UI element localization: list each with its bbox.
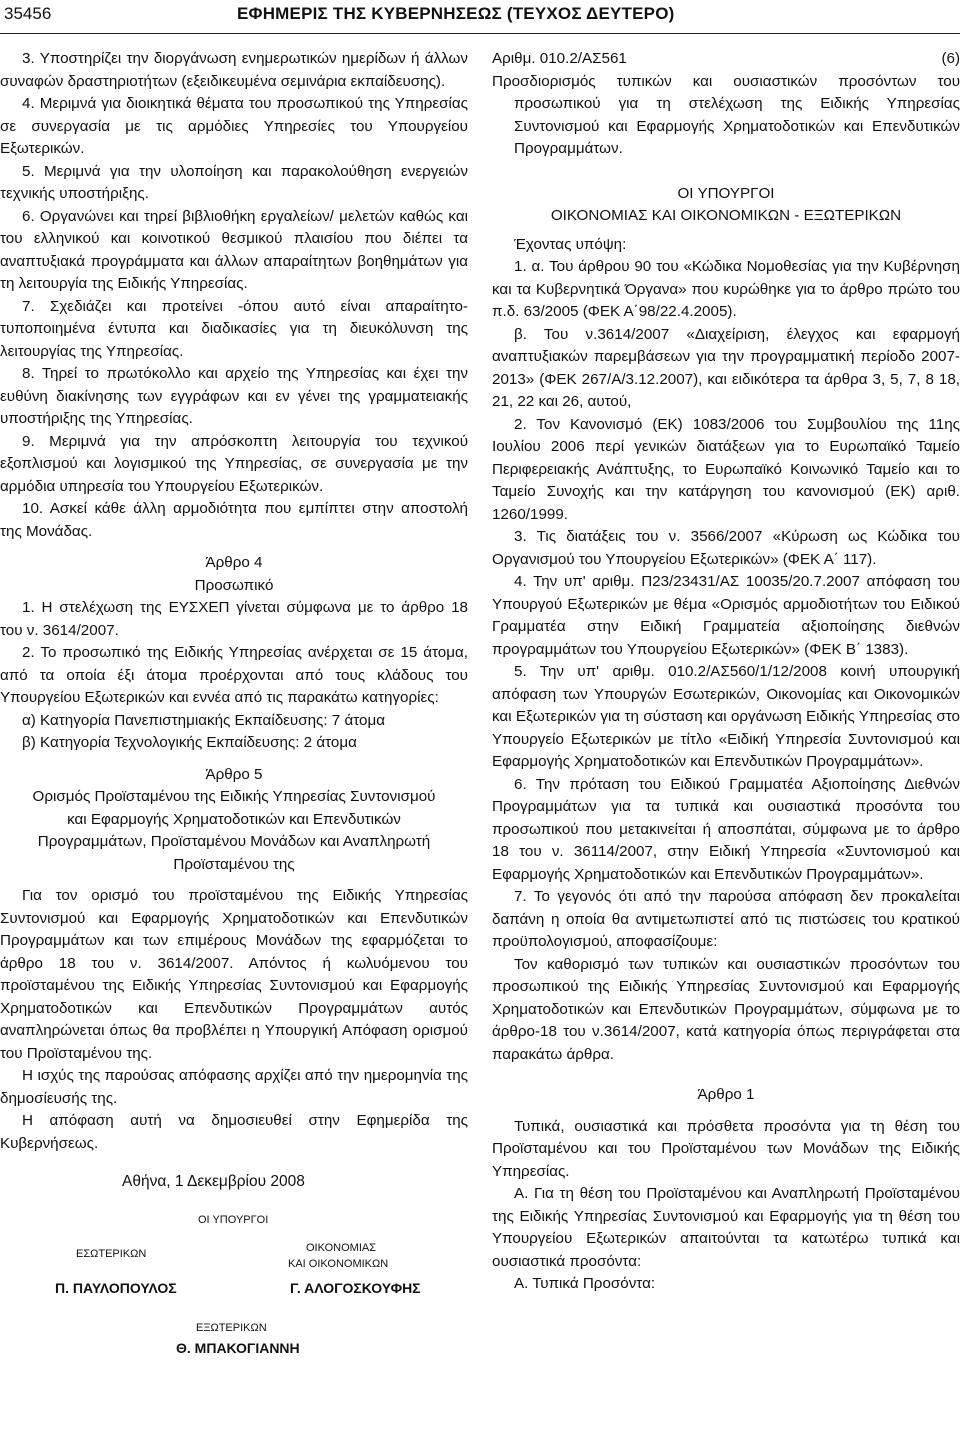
list-item: β) Κατηγορία Τεχνολογικής Εκπαίδευσης: 2 άτομα [22,734,357,751]
list-item: 3. Υποστηρίζει την διοργάνωση ενημερωτικών ημερίδων ή άλλων συναφών δραστηριοτήτων (εξειδικευμένα σεμινάρια εκπαίδευσης). [0,50,468,90]
list-item: α) Κατηγορία Πανεπιστημιακής Εκπαίδευσης: 7 άτομα [22,711,386,729]
list-item: Α. Για τη θέση του Προϊσταμένου και Αναπληρωτή Προϊσταμένου της Ειδικής Υπηρεσίας Συντονισμού και Εφαρμογής για τη θέση του Υπουργείου Εξωτερικών απαιτούνται τα κατωτέρω τυπικά και ουσιαστικά προσόντα: [492,1185,960,1270]
decision-subject: Προσδιορισμός τυπικών και ουσιαστικών προσόντων του προσωπικού για τη στελέχωση της Ειδικής Υπηρεσίας Συντονισμού και Εφαρμογής Χρηματοδοτικών και Επενδυτικών Προγραμμάτων. [492,72,960,157]
signing-date: Αθήνα, 1 Δεκεμβρίου 2008 [122,1173,305,1190]
list-item: β. Του ν.3614/2007 «Διαχείριση, έλεγχος και εφαρμογή αναπτυξιακών παρεμβάσεων για την προγραμματική περίοδο 2007-2013» (ΦΕΚ 267/Α/3.12.2007), και ειδικότερα τα άρθρα 3, 5, 7, 8 18, 21, 22 και 26, αυτού, [492,325,960,410]
list-item: Τον καθορισμό των τυπικών και ουσιαστικών προσόντων του προσωπικού της Ειδικής Υπηρεσίας Συντονισμού και Εφαρμογής Χρηματοδοτικών και Επενδυτικών Προγραμμάτων, σύμφωνα με το άρθρο-18 του ν.3614/2007, κατά κατηγορία όπως περιγράφεται στα παρακάτω άρθρα. [492,955,960,1063]
list-item: 2. Το προσωπικό της Ειδικής Υπηρεσίας ανέρχεται σε 15 άτομα, από τα οποία έξι άτομα προέρχονται από τους κλάδους του Υπουργείου Εξωτερικών και εννέα από τις παρακάτω κατηγορίες: [0,644,468,706]
list-item: Τυπικά, ουσιαστικά και πρόσθετα προσόντα για τη θέση του Προϊσταμένου και του Προϊσταμένου των Μονάδων της Ειδικής Υπηρεσίας. [492,1117,960,1180]
minister-2-role-line-2: ΚΑΙ ΟΙΚΟΝΟΜΙΚΩΝ [288,1258,389,1270]
minister-2-name: Γ. ΑΛΟΓΟΣΚΟΥΦΗΣ [290,1280,421,1296]
article-4-subtitle: Προσωπικό [194,576,274,594]
list-item: 4. Μεριμνά για διοικητικά θέματα του προσωπικού της Υπηρεσίας σε συνεργασία με τις αρμόδιες Υπηρεσίες του Υπουργείου Εξωτερικών. [0,95,468,157]
gazette-title: ΕΦΗΜΕΡΙΣ ΤΗΣ ΚΥΒΕΡΝΗΣΕΩΣ (ΤΕΥΧΟΣ ΔΕΥΤΕΡΟ) [237,4,675,23]
list-item: Η ισχύς της παρούσας απόφασης αρχίζει από την ημερομηνία της δημοσίευσής της. [0,1067,468,1107]
list-item: 8. Τηρεί το πρωτόκολλο και αρχείο της Υπηρεσίας και έχει την ευθύνη διακίνησης των εγγράφων και εν γένει της γραμματειακής υποστήριξης της Υπηρεσίας. [0,365,468,427]
article-5-title: Άρθρο 5 [205,765,263,783]
minister-2-role: ΟΙΚΟΝΟΜΙΑΣ [306,1242,377,1254]
list-item: 1. α. Του άρθρου 90 του «Κώδικα Νομοθεσίας για την Κυβέρνηση και τα Κυβερνητικά Όργανα» που κυρώθηκε για το άρθρο πρώτο του π.δ. 63/2005 (ΦΕΚ Α΄98/22.4.2005). [492,258,960,320]
ministers-label: ΟΙ ΥΠΟΥΡΓΟΙ [198,1214,269,1226]
decision-number: Αριθμ. 010.2/ΑΣ561 [492,50,627,67]
list-item: 5. Μεριμνά για την υλοποίηση και παρακολούθηση ενεργειών τεχνικής υποστήριξης. [0,162,468,202]
article-4-title: Άρθρο 4 [205,554,263,571]
list-item: 2. Τον Κανονισμό (ΕΚ) 1083/2006 του Συμβουλίου της 11ης Ιουλίου 2006 περί γενικών διατάξεων για το Ευρωπαϊκό Ταμείο Περιφερειακής Ανάπτυξης, το Ευρωπαϊκό Κοινωνικό Ταμείο και το Ταμείο Συνοχής και την κατάργηση του κανονισμού (ΕΚ) αριθ. 1260/1999. [492,415,960,523]
list-item: 7. Σχεδιάζει και προτείνει -όπου αυτό είναι απαραίτητο- τυποποιημένα έντυπα και διαδικασίες για τη διευκόλυνση της λειτουργίας της Υπηρεσίας. [0,297,468,360]
list-item: 5. Την υπ' αριθμ. 010.2/ΑΣ560/1/12/2008 κοινή υπουργική απόφαση των Υπουργών Εσωτερικών, Οικονομίας και Οικονομικών και Εξωτερικών για τη σύσταση και οργάνωση Ειδικής Υπηρεσίας στο Υπουργείο Εξωτερικών με τίτλο «Ειδική Υπηρεσία Συντονισμού και Εφαρμογής Χρηματοδοτικών και Επενδυτικών Προγραμμάτων». [492,663,960,770]
ministers-subtitle: ΟΙΚΟΝΟΜΙΑΣ ΚΑΙ ΟΙΚΟΝΟΜΙΚΩΝ - ΕΞΩΤΕΡΙΚΩΝ [550,207,902,224]
article-5-subtitle: Ορισμός Προϊσταμένου της Ειδικής Υπηρεσίας Συντονισμού και Εφαρμογής Χρηματοδοτικών και Επενδυτικών Προγραμμάτων, Προϊσταμένου Μονάδων και Αναπληρωτή Προϊσταμένου της [32,788,436,873]
header-rule [0,33,960,34]
list-item: 6. Την πρόταση του Ειδικού Γραμματέα Αξιοποίησης Διεθνών Προγραμμάτων για τα τυπικά και ουσιαστικά προσόντα του προσωπικού που μετακινείται ή αποσπάται, σύμφωνα με το άρθρο 18 του ν. 36114/2007, στην Ειδική Υπηρεσία «Συντονισμού και Εφαρμογής Χρηματοδοτικών και Επενδυτικών Προγραμμάτων». [492,775,960,883]
decision-ref: (6) [941,50,960,67]
list-item: Για τον ορισμό του προϊσταμένου της Ειδικής Υπηρεσίας Συντονισμού και Εφαρμογής Χρηματοδοτικών και Επενδυτικών Προγραμμάτων και των επιμέρους Μονάδων της εφαρμόζεται το άρθρο 18 του ν. 3614/2007. Απόντος ή κωλυόμενου του προϊσταμένου της Ειδικής Υπηρεσίας Συντονισμού και Εφαρμογής Χρηματοδοτικών και Επενδυτικών Προγραμμάτων αυτός αναπληρώνεται όπως θα προβλέπει η Υπουργική Απόφαση ορισμού του Προϊσταμένου της. [0,887,468,1062]
decision-header [492,48,960,71]
list-item: 9. Μεριμνά για την απρόσκοπτη λειτουργία του τεχνικού εξοπλισμού και λογισμικού της Υπηρεσίας, σε συνεργασία με την αρμόδια υπηρεσία του Υπουργείου Εξωτερικών. [0,432,468,495]
right-column [492,48,960,1296]
having-regard: Έχοντας υπόψη: [514,235,627,253]
list-item: Α. Τυπικά Προσόντα: [514,1275,656,1292]
minister-1-role: ΕΣΩΤΕΡΙΚΩΝ [76,1248,147,1260]
minister-3-role: ΕΞΩΤΕΡΙΚΩΝ [196,1322,267,1334]
article-1-title: Άρθρο 1 [697,1086,755,1103]
list-item: Η απόφαση αυτή να δημοσιευθεί στην Εφημερίδα της Κυβερνήσεως. [0,1112,468,1152]
minister-1-name: Π. ΠΑΥΛΟΠΟΥΛΟΣ [55,1280,177,1296]
list-item: 7. Το γεγονός ότι από την παρούσα απόφαση δεν προκαλείται δαπάνη η οποία θα αντιμετωπιστεί από τις πιστώσεις του κρατικού προϋπολογισμού, αποφασίζουμε: [492,888,960,950]
page-number: 35456 [4,4,52,23]
list-item: 3. Τις διατάξεις του ν. 3566/2007 «Κύρωση ως Κώδικα του Οργανισμού του Υπουργείου Εξωτερικών» (ΦΕΚ Α΄ 117). [492,528,960,568]
ministers-title: ΟΙ ΥΠΟΥΡΓΟΙ [677,184,775,202]
signature-block [0,1159,468,1359]
list-item: 1. Η στελέχωση της ΕΥΣΧΕΠ γίνεται σύμφωνα με το άρθρο 18 του ν. 3614/2007. [0,599,468,639]
list-item: 6. Οργανώνει και τηρεί βιβλιοθήκη εργαλείων/ μελετών καθώς και του ελληνικού και κοινοτικού θεσμικού πλαισίου που διέπει τα αναπτυξιακά προγράμματα και άλλων απαραίτητων βοηθημάτων για τη λειτουργία της Ειδικής Υπηρεσίας. [0,207,468,292]
list-item: 10. Ασκεί κάθε άλλη αρμοδιότητα που εμπίπτει στην αποστολή της Μονάδας. [0,500,468,540]
minister-3-name: Θ. ΜΠΑΚΟΓΙΑΝΝΗ [176,1340,300,1356]
left-column [0,48,468,1359]
list-item: 4. Την υπ' αριθμ. Π23/23431/ΑΣ 10035/20.7.2007 απόφαση του Υπουργού Εξωτερικών με θέμα «Ορισμός αρμοδιοτήτων του Ειδικού Γραμματέα στην Ειδική Γραμματεία αξιοποίησης διεθνών προγραμμάτων του Υπουργείου Εξωτερικών» (ΦΕΚ Β΄ 1383). [492,573,960,658]
